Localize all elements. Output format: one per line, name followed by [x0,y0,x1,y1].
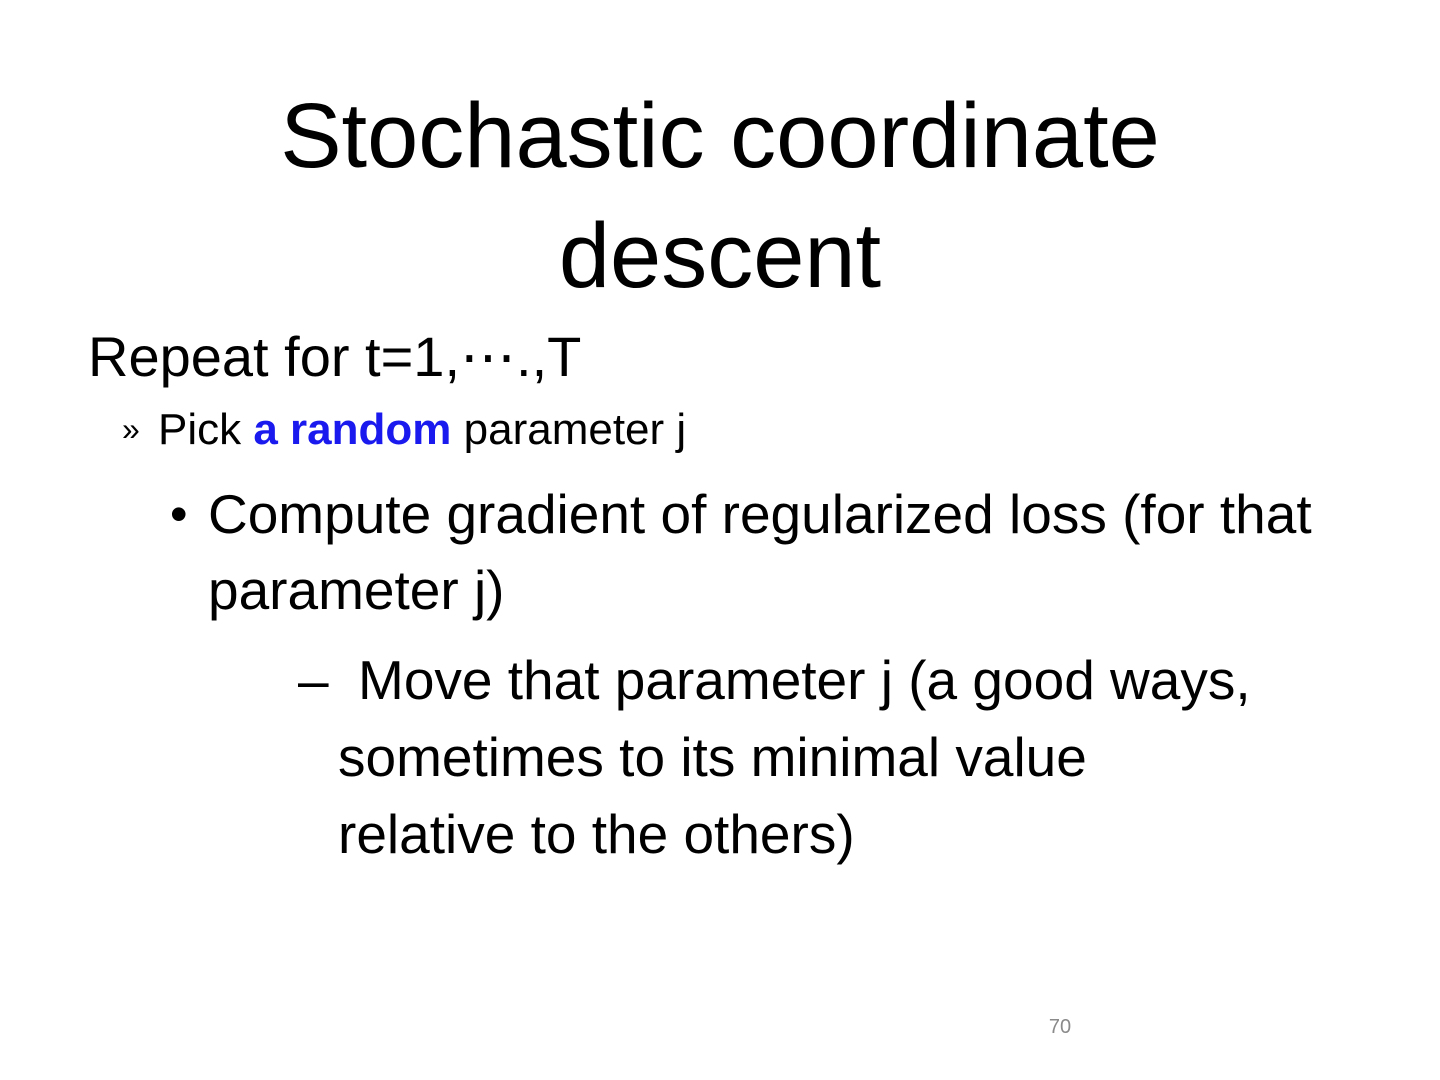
bullet-level-3 [298,642,1258,873]
bullet-level-1-highlight: a random [253,405,452,454]
slide-title-line-1: Stochastic coordinate [280,85,1160,187]
slide-title [120,76,1320,316]
dash-bullet-icon: – [298,649,329,711]
dot-bullet-icon: • [170,486,188,542]
bullet-level-2-text: Compute gradient of regularized loss (for that parameter j) [208,483,1312,621]
slide-title-line-2: descent [558,205,882,307]
bullet-level-1 [122,400,686,459]
bullet-level-3-text: Move that parameter j (a good ways, sometimes to its minimal value relative to the others) [338,649,1251,865]
bullet-level-1-text-before: Pick [158,405,254,454]
bullet-level-1-text-after: parameter j [451,405,687,454]
chevron-bullet-icon: » [122,411,140,447]
page-number: 70 [1048,1016,1072,1038]
bullet-level-0: Repeat for t=1,⋯.,T [88,325,582,388]
bullet-level-2 [170,476,1390,628]
